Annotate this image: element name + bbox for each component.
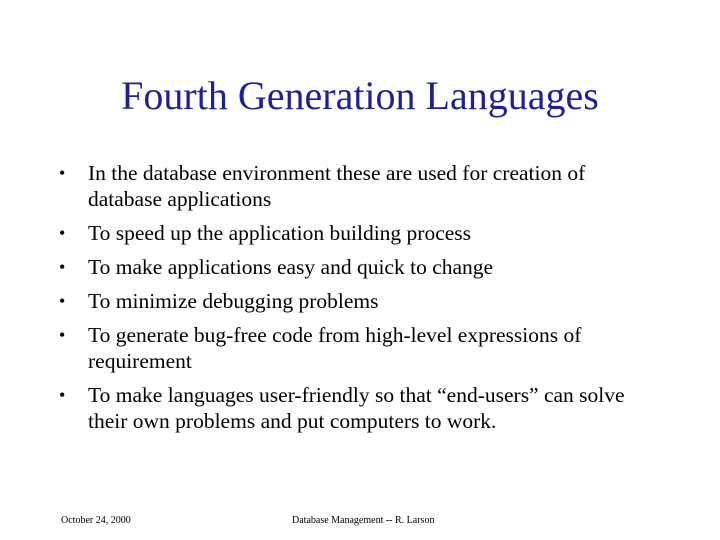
footer-date: October 24, 2000 (61, 515, 131, 526)
bullet-item (57, 254, 657, 280)
bullet-point-icon: • (59, 291, 66, 311)
bullet-item (57, 288, 657, 314)
bullet-text: To make applications easy and quick to change (88, 255, 494, 279)
slide-title: Fourth Generation Languages (121, 73, 599, 118)
bullet-text: To make languages user-friendly so that “end-users” can solve their own problems and put computers to work. (88, 383, 625, 433)
bullet-text: To minimize debugging problems (88, 289, 379, 313)
bullet-text: To generate bug-free code from high-level expressions of requirement (88, 323, 582, 373)
bullet-point-icon: • (59, 257, 66, 277)
bullet-point-icon: • (59, 163, 66, 183)
bullet-text: To speed up the application building process (88, 221, 472, 245)
bullet-list (57, 160, 657, 442)
bullet-item (57, 322, 657, 374)
bullet-item (57, 160, 657, 212)
bullet-text: In the database environment these are used for creation of database applications (88, 161, 586, 211)
bullet-point-icon: • (59, 325, 66, 345)
footer-credit: Database Management -- R. Larson (292, 515, 435, 526)
bullet-item (57, 220, 657, 246)
bullet-point-icon: • (59, 223, 66, 243)
bullet-point-icon: • (59, 385, 66, 405)
bullet-item (57, 382, 657, 434)
